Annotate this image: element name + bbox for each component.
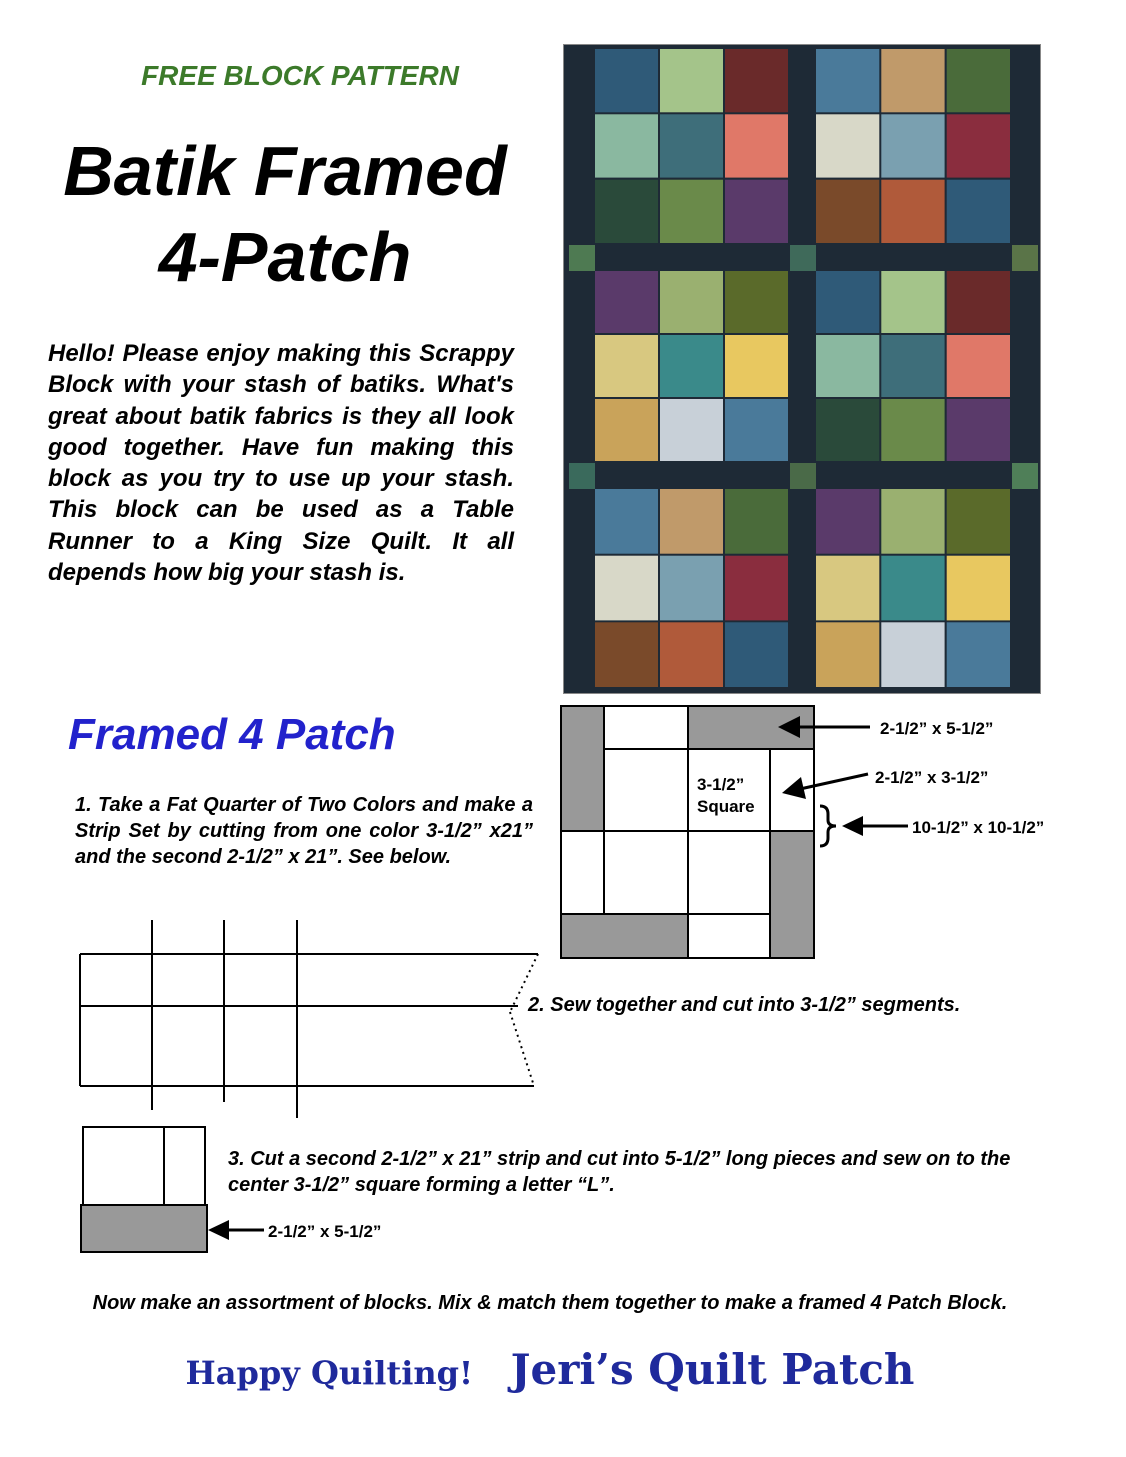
page-title [0, 128, 570, 300]
right-frame-strip [770, 831, 814, 958]
label-l-strip: 2-1/2” x 5-1/2” [268, 1222, 382, 1241]
signoff [0, 1345, 1100, 1394]
bottom-frame-strip [561, 914, 688, 958]
closing-text: Now make an assortment of blocks. Mix & match them together to make a framed 4 Patch Block. [92, 1292, 1008, 1314]
section-title: Framed 4 Patch [68, 710, 396, 759]
strip-set-diagram [76, 916, 546, 1122]
happy-quilting: Happy Quilting! [185, 1354, 474, 1392]
left-frame-strip [561, 706, 604, 831]
quilt-photo [563, 44, 1041, 694]
step-3-text: 3. Cut a second 2-1/2” x 21” strip and cut into 5-1/2” long pieces and sew on to the center 3-1/2” square forming a letter “L”. [228, 1148, 1011, 1196]
title-line-2: 4-Patch [158, 218, 412, 296]
step-2-text: 2. Sew together and cut into 3-1/2” segments. [528, 994, 961, 1016]
quilt-photo-graphic [564, 45, 1040, 693]
label-top-strip: 2-1/2” x 5-1/2” [880, 719, 994, 738]
kicker: FREE BLOCK PATTERN [141, 60, 459, 91]
title-line-1: Batik Framed [63, 132, 507, 210]
label-block-size: 10-1/2” x 10-1/2” [912, 818, 1045, 837]
step-1-text: 1. Take a Fat Quarter of Two Colors and make a Strip Set by cutting from one color 3-1/2” x21” and the second 2-1/2” x 21”. See below. [75, 794, 533, 868]
intro-paragraph: Hello! Please enjoy making this Scrappy Block with your stash of batiks. What's great about batik fabrics is they all look good together. Have fun making this block as you try to use up your stash. This block can be used as a Table Runner to a King Size Quilt. It all depends how big your stash is. [48, 340, 514, 587]
label-side-strip: 2-1/2” x 3-1/2” [875, 768, 989, 787]
brand-name: Jeri’s Quilt Patch [510, 1345, 915, 1394]
center-square-label: 3-1/2” Square [697, 775, 755, 816]
l-bottom-strip [81, 1205, 207, 1252]
